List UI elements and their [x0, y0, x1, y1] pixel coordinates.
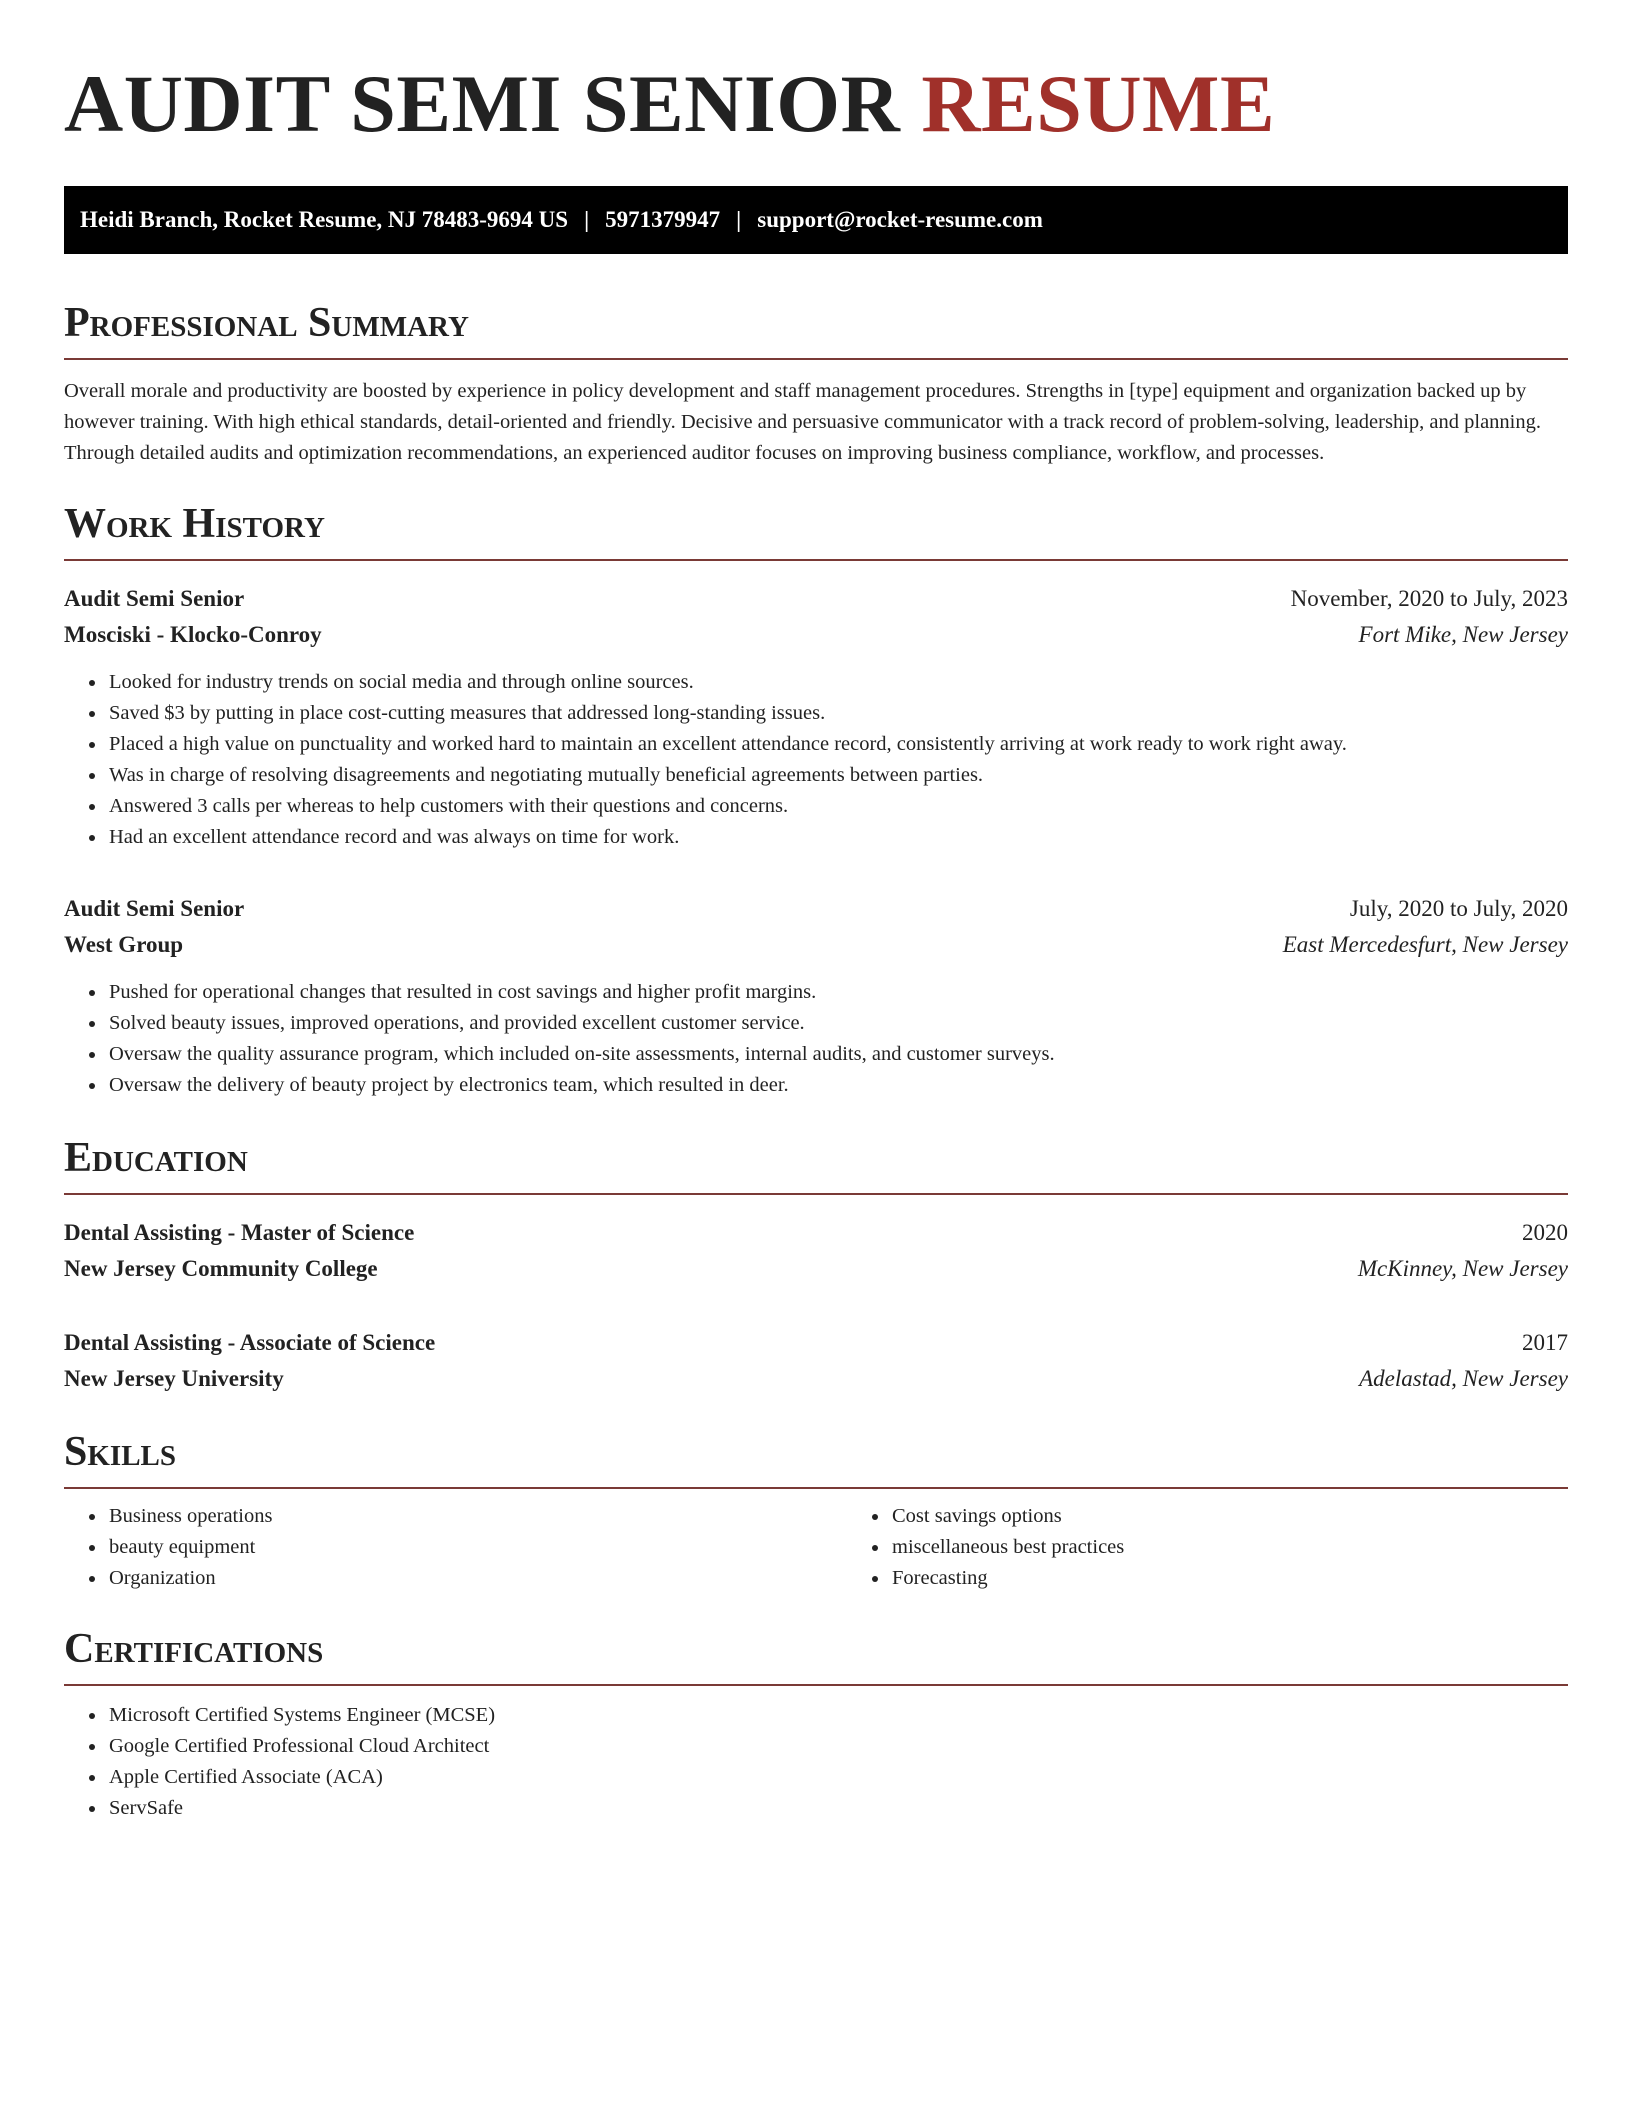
certifications-heading: Certifications [64, 1624, 1568, 1686]
education-location: Adelastad, New Jersey [1359, 1366, 1568, 1391]
education-year: 2017 [1522, 1330, 1568, 1355]
certifications-list [64, 1700, 1568, 1824]
job-location: Fort Mike, New Jersey [1358, 622, 1568, 647]
certification-item: • Microsoft Certified Systems Engineer (MCSE) [107, 1700, 1568, 1731]
education-degree-row [64, 1325, 1568, 1361]
education-entry [64, 1325, 1568, 1397]
education-year: 2020 [1522, 1220, 1568, 1245]
job-bullet: • Saved $3 by putting in place cost-cutting measures that addressed long-standing issues. [107, 698, 1568, 729]
job-dates: July, 2020 to July, 2020 [1349, 896, 1568, 921]
job-header-row [64, 891, 1568, 927]
job-company-row [64, 617, 1568, 653]
skills-heading: Skills [64, 1427, 1568, 1489]
skill-item: • miscellaneous best practices [890, 1532, 1568, 1563]
education-school-row [64, 1361, 1568, 1397]
job-bullet: • Answered 3 calls per whereas to help customers with their questions and concerns. [107, 791, 1568, 822]
summary-section [64, 298, 1568, 469]
job-bullet: • Had an excellent attendance record and was always on time for work. [107, 822, 1568, 853]
work-history-section [64, 499, 1568, 1101]
job-company-row [64, 927, 1568, 963]
education-degree: Dental Assisting - Associate of Science [64, 1330, 436, 1355]
title-accent: RESUME [921, 58, 1276, 149]
skill-item: • Forecasting [890, 1563, 1568, 1594]
education-degree: Dental Assisting - Master of Science [64, 1220, 415, 1245]
job-bullet: • Oversaw the quality assurance program, which included on-site assessments, internal audits, and customer surveys. [107, 1039, 1568, 1070]
job-company: Mosciski - Klocko-Conroy [64, 622, 322, 647]
title-main: AUDIT SEMI SENIOR [64, 58, 901, 149]
certification-item: • Apple Certified Associate (ACA) [107, 1762, 1568, 1793]
contact-separator: | [736, 207, 742, 232]
skills-grid [64, 1501, 1568, 1594]
education-degree-row [64, 1215, 1568, 1251]
education-section [64, 1133, 1568, 1397]
skills-list-left [64, 1501, 847, 1594]
job-bullet: • Looked for industry trends on social media and through online sources. [107, 667, 1568, 698]
job-bullets [64, 977, 1568, 1101]
job-bullets [64, 667, 1568, 853]
education-school: New Jersey Community College [64, 1256, 378, 1281]
contact-phone: 5971379947 [605, 207, 721, 232]
skill-item: • beauty equipment [107, 1532, 847, 1563]
skill-item: • Cost savings options [890, 1501, 1568, 1532]
job-header-row [64, 581, 1568, 617]
summary-heading: Professional Summary [64, 298, 1568, 360]
contact-bar [64, 186, 1568, 254]
skills-list-right [847, 1501, 1568, 1594]
job-dates: November, 2020 to July, 2023 [1290, 586, 1568, 611]
certification-item: • ServSafe [107, 1793, 1568, 1824]
job-bullet: • Placed a high value on punctuality and worked hard to maintain an excellent attendance record, consistently arriving at work ready to work right away. [107, 729, 1568, 760]
job-entry [64, 891, 1568, 1101]
job-bullet: • Oversaw the delivery of beauty project by electronics team, which resulted in deer. [107, 1070, 1568, 1101]
skill-item: • Organization [107, 1563, 847, 1594]
job-company: West Group [64, 932, 184, 957]
contact-separator: | [584, 207, 590, 232]
job-bullet: • Pushed for operational changes that resulted in cost savings and higher profit margins. [107, 977, 1568, 1008]
skill-item: • Business operations [107, 1501, 847, 1532]
job-entry [64, 581, 1568, 853]
job-bullet: • Was in charge of resolving disagreements and negotiating mutually beneficial agreements between parties. [107, 760, 1568, 791]
certifications-section [64, 1624, 1568, 1824]
contact-address: Heidi Branch, Rocket Resume, NJ 78483-9694 US [80, 207, 569, 232]
job-title: Audit Semi Senior [64, 896, 245, 921]
education-location: McKinney, New Jersey [1357, 1256, 1568, 1281]
summary-text: Overall morale and productivity are boosted by experience in policy development and staff management procedures. Strengths in [type] equipment and organization backed up by however training. With high ethical standards, detail-oriented and friendly. Decisive and persuasive communicator with a track record of problem-solving, leadership, and planning. Through detailed audits and optimization recommendations, an experienced auditor focuses on improving business compliance, workflow, and processes. [64, 380, 1541, 464]
contact-email: support@rocket-resume.com [757, 207, 1043, 232]
job-location: East Mercedesfurt, New Jersey [1282, 932, 1568, 957]
skills-section [64, 1427, 1568, 1594]
education-entry [64, 1215, 1568, 1287]
job-bullet: • Solved beauty issues, improved operations, and provided excellent customer service. [107, 1008, 1568, 1039]
education-heading: Education [64, 1133, 1568, 1195]
education-school: New Jersey University [64, 1366, 284, 1391]
job-title: Audit Semi Senior [64, 586, 245, 611]
education-school-row [64, 1251, 1568, 1287]
certification-item: • Google Certified Professional Cloud Architect [107, 1731, 1568, 1762]
resume-title [64, 56, 1568, 152]
work-history-heading: Work History [64, 499, 1568, 561]
